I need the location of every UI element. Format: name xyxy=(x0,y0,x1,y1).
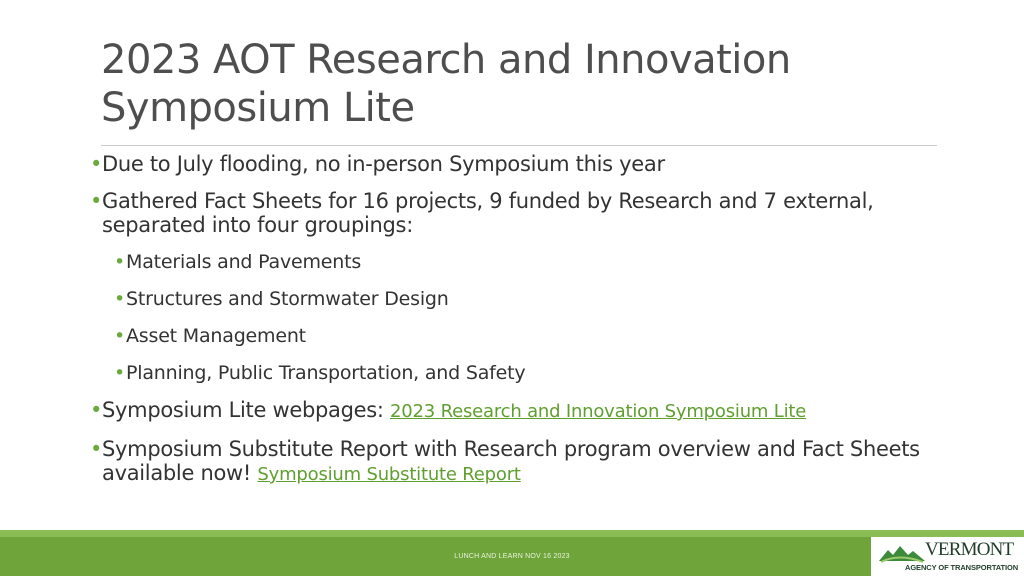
sub-bullet-text: Asset Management xyxy=(126,325,306,347)
bullet-item xyxy=(88,152,948,176)
footer-caption: LUNCH AND LEARN NOV 16 2023 xyxy=(454,553,570,560)
sub-bullet-text: Materials and Pavements xyxy=(126,251,362,273)
bullet-dot: • xyxy=(114,325,126,347)
sub-bullet-item xyxy=(88,361,948,385)
symposium-lite-link[interactable]: 2023 Research and Innovation Symposium Lite xyxy=(390,401,807,422)
bullet-text: Symposium Lite webpages: xyxy=(102,398,391,422)
bullet-item xyxy=(88,189,948,237)
bullet-dot: • xyxy=(90,437,103,461)
vermont-mountains-icon xyxy=(879,541,925,563)
logo-wordmark: VERMONT xyxy=(925,539,1014,560)
sub-bullet-item xyxy=(88,250,948,274)
sub-bullet-item xyxy=(88,287,948,311)
logo-subtitle: AGENCY OF TRANSPORTATION xyxy=(905,563,1019,572)
vtrans-logo xyxy=(871,537,1024,576)
sub-bullet-text: Structures and Stormwater Design xyxy=(126,288,449,310)
bullet-dot: • xyxy=(90,189,103,213)
footer-accent-strip xyxy=(0,530,1024,537)
bullet-dot: • xyxy=(114,362,126,384)
bullet-text: Due to July flooding, no in-person Symposium this year xyxy=(102,152,665,176)
bullet-item xyxy=(88,398,948,424)
bullet-dot: • xyxy=(114,288,126,310)
sub-bullet-text: Planning, Public Transportation, and Safety xyxy=(126,362,526,384)
title-divider xyxy=(101,145,937,146)
bullet-item xyxy=(88,437,948,487)
slide-title: 2023 AOT Research and Innovation Symposium Lite xyxy=(101,37,791,131)
substitute-report-link[interactable]: Symposium Substitute Report xyxy=(257,464,521,485)
bullet-list xyxy=(88,152,948,500)
bullet-dot: • xyxy=(90,152,103,176)
bullet-dot: • xyxy=(90,398,103,422)
bullet-text: Symposium Substitute Report with Research program overview and Fact Sheets available now! xyxy=(102,437,920,485)
sub-bullet-item xyxy=(88,324,948,348)
bullet-dot: • xyxy=(114,251,126,273)
bullet-text: Gathered Fact Sheets for 16 projects, 9 funded by Research and 7 external, separated into four groupings: xyxy=(102,189,874,237)
